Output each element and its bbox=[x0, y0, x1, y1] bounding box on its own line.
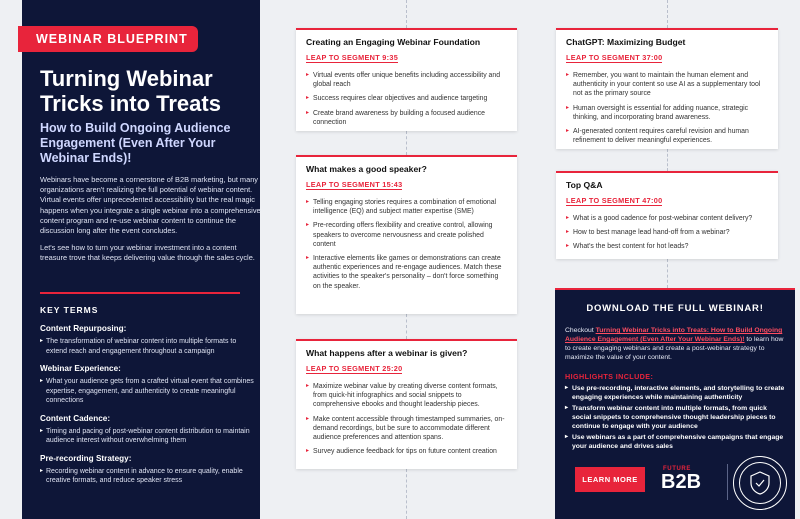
segment-card bbox=[296, 339, 517, 469]
list-item: ▸ Make content accessible through timestamped summaries, on-demand recordings, but be sure to accommodate different audience preferences and attention spans. bbox=[306, 415, 507, 443]
key-term-title: Webinar Experience: bbox=[40, 364, 121, 373]
segment-title: ChatGPT: Maximizing Budget bbox=[566, 37, 686, 47]
list-item: ▸ Success requires clear objectives and audience targeting bbox=[306, 94, 507, 103]
list-item: ▸ What is a good cadence for post-webinar content delivery? bbox=[566, 214, 768, 223]
segment-title: Creating an Engaging Webinar Foundation bbox=[306, 37, 481, 47]
list-item: ▸ Use pre-recording, interactive elements, and storytelling to create engaging experiences while maintaining authenticity bbox=[565, 384, 785, 402]
key-term-definition: ▸ Timing and pacing of post-webinar content distribution to maintain audience interest without overwhelming them bbox=[40, 427, 255, 446]
segment-card bbox=[296, 155, 517, 314]
divider bbox=[727, 464, 728, 500]
segment-title: Top Q&A bbox=[566, 180, 603, 190]
logo-small-text: FUTURE bbox=[663, 466, 691, 472]
list-item: ▸ AI-generated content requires careful revision and human refinement to deliver meaningful experiences. bbox=[566, 127, 768, 145]
connector-line bbox=[667, 0, 668, 28]
segment-points bbox=[306, 71, 507, 127]
download-text: to learn how to create engaging webinars and create a post-webinar strategy to maximize the value of your content. bbox=[565, 336, 784, 361]
leap-to-segment-link[interactable]: LEAP TO SEGMENT 9:35 bbox=[306, 53, 399, 62]
webinar-link[interactable]: Turning Webinar Tricks into Treats: How to Build Ongoing Audience Engagement (Even After Your Webinar Ends)! bbox=[565, 327, 783, 343]
logo-big-text: B2B bbox=[661, 471, 702, 493]
list-item: ▸ How to best manage lead hand-off from a webinar? bbox=[566, 228, 768, 237]
card-accent-bar bbox=[296, 28, 517, 30]
key-term bbox=[40, 324, 255, 356]
download-heading: DOWNLOAD THE FULL WEBINAR! bbox=[586, 303, 764, 314]
list-item: ▸ Use webinars as a part of comprehensive campaigns that engage your audience and drives sales bbox=[565, 433, 785, 451]
segment-card bbox=[556, 28, 778, 149]
connector-line bbox=[667, 149, 668, 171]
list-item: ▸ Interactive elements like games or demonstrations can create authentic experiences and re-engage audiences. Match these activities to the speaker's personality – don't force something on the speaker. bbox=[306, 254, 507, 291]
segment-points bbox=[566, 214, 768, 252]
list-item: ▸ Telling engaging stories requires a combination of emotional intelligence (EQ) and subject matter expertise (SME) bbox=[306, 198, 507, 216]
page-title: Turning Webinar Tricks into Treats bbox=[40, 66, 221, 116]
segment-title: What makes a good speaker? bbox=[306, 164, 427, 174]
card-accent-bar bbox=[296, 155, 517, 157]
leap-to-segment-link[interactable]: LEAP TO SEGMENT 25:20 bbox=[306, 364, 403, 373]
left-panel bbox=[22, 0, 260, 519]
segment-card bbox=[556, 171, 778, 259]
connector-line bbox=[406, 0, 407, 28]
list-item: ▸ Maximize webinar value by creating diverse content formats, from quick-hit infographics and social snippets to comprehensive ebooks and thought leadership pieces. bbox=[306, 382, 507, 410]
connector-line bbox=[667, 259, 668, 288]
cybersecurity-seal-icon bbox=[733, 456, 787, 510]
key-term bbox=[40, 364, 255, 406]
leap-to-segment-link[interactable]: LEAP TO SEGMENT 37:00 bbox=[566, 53, 663, 62]
panel-accent-bar bbox=[555, 288, 795, 290]
future-b2b-logo bbox=[661, 466, 719, 492]
segment-points bbox=[566, 71, 768, 145]
list-item: ▸ Survey audience feedback for tips on future content creation bbox=[306, 447, 507, 456]
key-terms-list bbox=[40, 324, 255, 494]
shield-icon bbox=[749, 471, 771, 495]
segment-points bbox=[306, 382, 507, 456]
key-term-title: Content Cadence: bbox=[40, 413, 111, 423]
learn-more-button[interactable]: LEARN MORE bbox=[575, 467, 645, 492]
card-accent-bar bbox=[296, 339, 517, 341]
connector-line bbox=[406, 469, 407, 519]
leap-to-segment-link[interactable]: LEAP TO SEGMENT 47:00 bbox=[566, 196, 663, 205]
list-item: ▸ What's the best content for hot leads? bbox=[566, 242, 768, 251]
intro-paragraph: Let's see how to turn your webinar investment into a content treasure trove that keeps delivering value through the sales cycle. bbox=[40, 243, 255, 263]
list-item: ▸ Transform webinar content into multiple formats, from quick social snippets to comprehensive thought leadership pieces to continue to engage with your audience bbox=[565, 404, 785, 431]
key-term-title: Content Repurposing: bbox=[40, 324, 127, 333]
connector-line bbox=[406, 131, 407, 155]
key-term-definition: ▸ Recording webinar content in advance to ensure quality, enable creative formats, and reduce speaker stress bbox=[40, 467, 255, 486]
card-accent-bar bbox=[556, 171, 778, 173]
segment-points bbox=[306, 198, 507, 291]
key-term bbox=[40, 414, 255, 446]
divider bbox=[40, 292, 240, 294]
card-accent-bar bbox=[556, 28, 778, 30]
page-subtitle: How to Build Ongoing Audience Engagement (Even After Your Webinar Ends)! bbox=[40, 121, 231, 165]
download-panel bbox=[555, 288, 795, 519]
key-term-title: Pre-recording Strategy: bbox=[40, 453, 132, 463]
intro-paragraph: Webinars have become a cornerstone of B2B marketing, but many organizations aren't realizing the full potential of webinar content. Virtual events offer unprecedented accessibility but the real magic happens when you integrate a single webinar into a comprehensive content program and re-use webinar content to continue the discussion long after the event concludes. bbox=[40, 175, 261, 236]
highlights-heading: HIGHLIGHTS INCLUDE: bbox=[565, 372, 654, 381]
list-item: ▸ Pre-recording offers flexibility and creative control, allowing speakers to overcome nervousness and create polished content bbox=[306, 221, 507, 249]
list-item: ▸ Virtual events offer unique benefits including accessibility and global reach bbox=[306, 71, 507, 89]
segment-card bbox=[296, 28, 517, 131]
download-text: Checkout bbox=[565, 327, 596, 334]
connector-line bbox=[406, 314, 407, 339]
download-description bbox=[565, 326, 785, 362]
list-item: ▸ Remember, you want to maintain the human element and authenticity in your content so use AI as a supplementary tool not as the primary source bbox=[566, 71, 768, 99]
key-term-definition: ▸ The transformation of webinar content into multiple formats to extend reach and engagement throughout a campaign bbox=[40, 337, 255, 356]
key-term bbox=[40, 454, 255, 486]
leap-to-segment-link[interactable]: LEAP TO SEGMENT 15:43 bbox=[306, 180, 403, 189]
webinar-blueprint-tag: WEBINAR BLUEPRINT bbox=[18, 26, 198, 52]
segment-title: What happens after a webinar is given? bbox=[306, 348, 468, 358]
key-terms-heading: KEY TERMS bbox=[40, 305, 99, 315]
highlights-list bbox=[565, 384, 785, 451]
list-item: ▸ Create brand awareness by building a focused audience connection bbox=[306, 109, 507, 127]
list-item: ▸ Human oversight is essential for adding nuance, strategic thinking, and incorporating brand awareness. bbox=[566, 104, 768, 122]
intro-text bbox=[40, 175, 262, 271]
key-term-definition: ▸ What your audience gets from a crafted virtual event that combines expertise, engagement, and authenticity to create meaningful connections bbox=[40, 377, 255, 406]
